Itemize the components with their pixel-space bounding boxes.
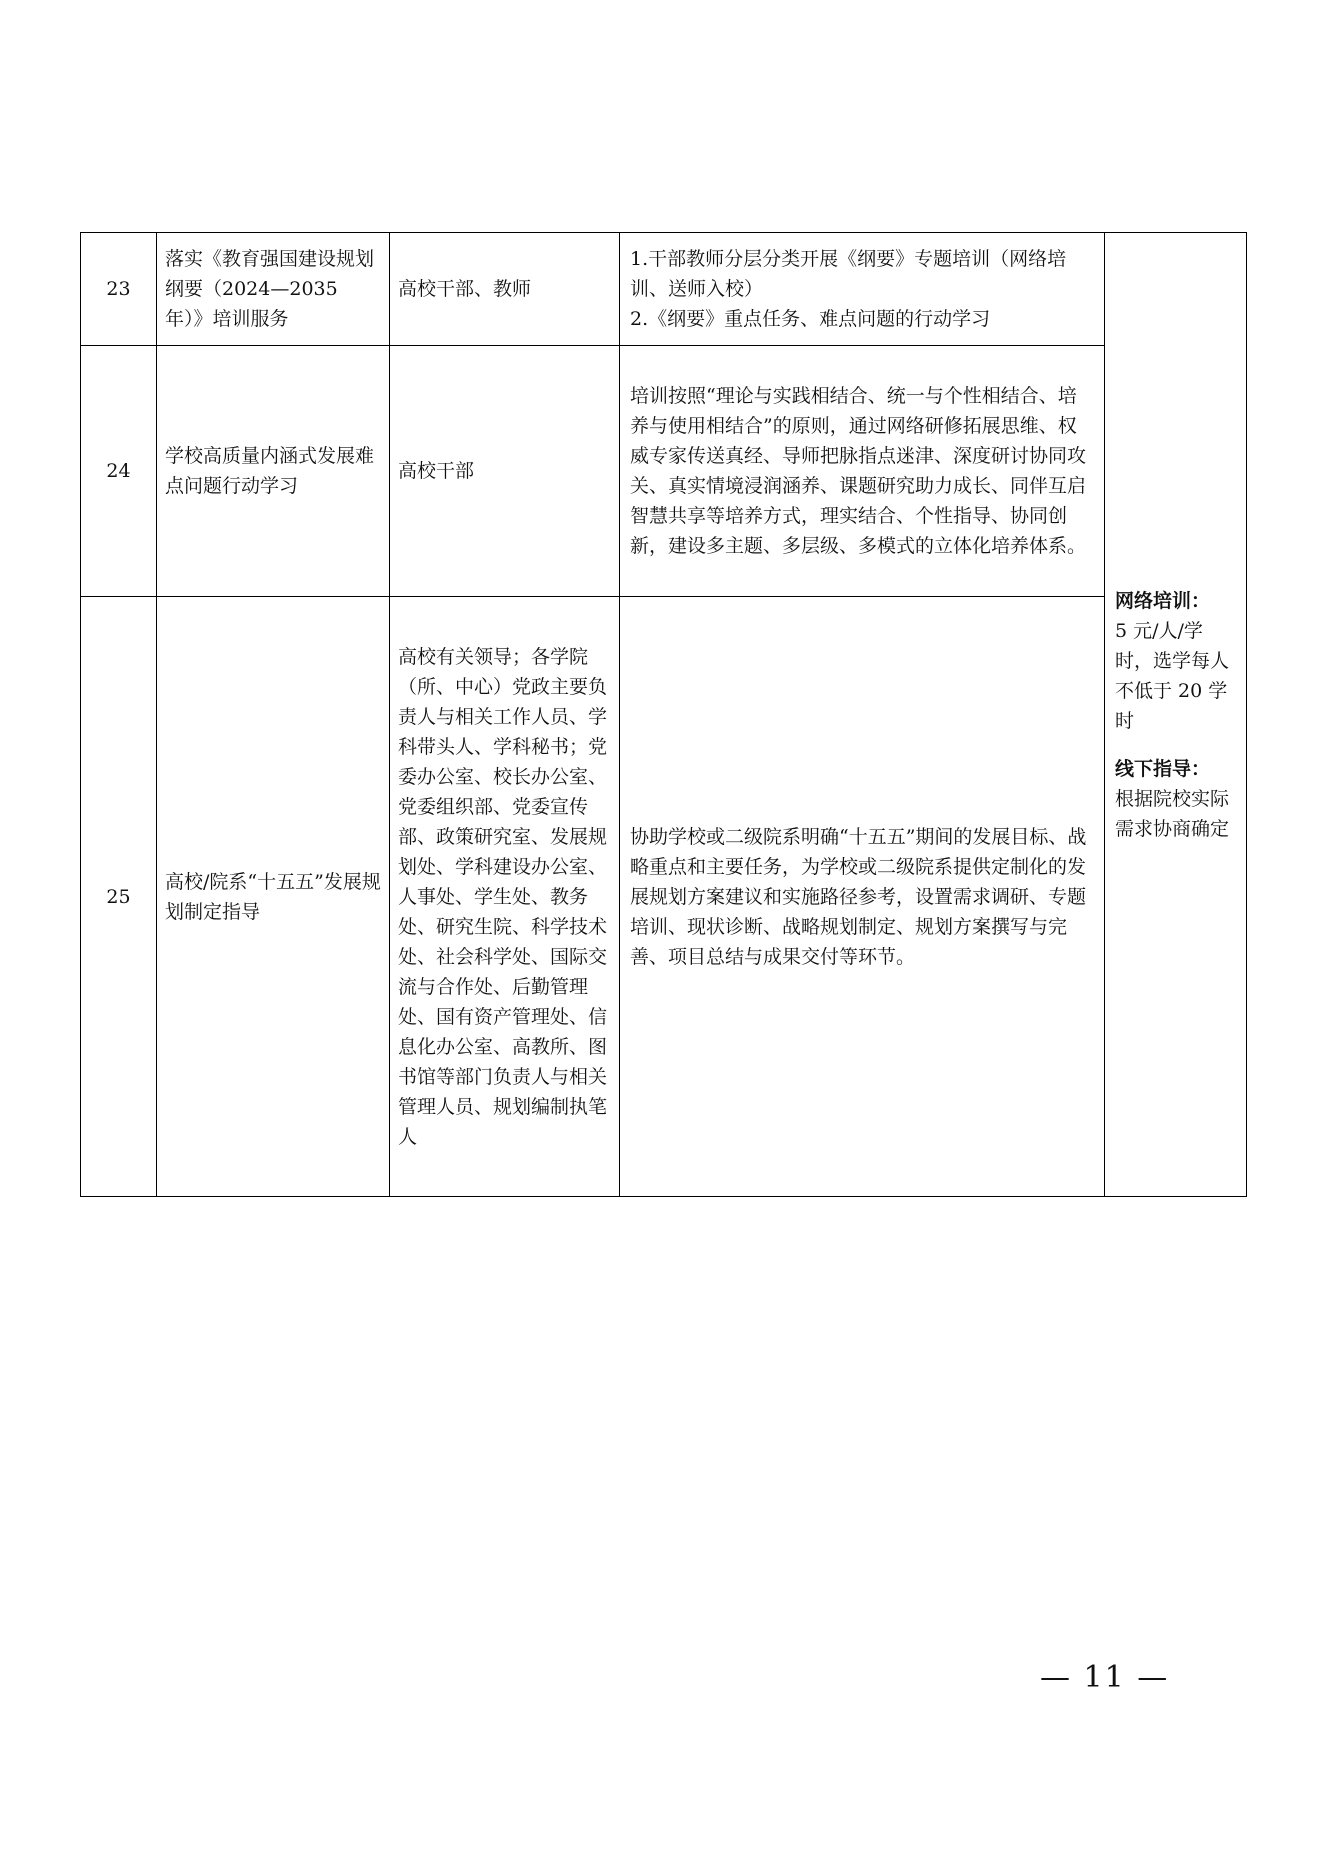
content-line: 2.《纲要》重点任务、难点问题的行动学习 bbox=[630, 308, 991, 330]
service-content: 协助学校或二级院系明确“十五五”期间的发展目标、战略重点和主要任务，为学校或二级院系提供定制化的发展规划方案建议和实施路径参考，设置需求调研、专题培训、现状诊断、战略规划制定、规划方案撰写与完善、项目总结与成果交付等环节。 bbox=[620, 597, 1105, 1197]
target-audience: 高校干部、教师 bbox=[390, 233, 620, 346]
target-audience: 高校有关领导；各学院（所、中心）党政主要负责人与相关工作人员、学科带头人、学科秘书；党委办公室、校长办公室、党委组织部、党委宣传部、政策研究室、发展规划处、学科建设办公室、人事处、学生处、教务处、研究生院、科学技术处、社会科学处、国际交流与合作处、后勤管理处、国有资产管理处、信息化办公室、高教所、图书馆等部门负责人与相关管理人员、规划编制执笔人 bbox=[390, 597, 620, 1197]
project-name: 落实《教育强国建设规划纲要（2024—2035 年）》培训服务 bbox=[157, 233, 390, 346]
service-content bbox=[620, 233, 1105, 346]
service-table bbox=[80, 232, 1247, 1197]
project-name: 学校高质量内涵式发展难点问题行动学习 bbox=[157, 346, 390, 597]
online-fee-text: 5 元/人/学时，选学每人不低于 20 学时 bbox=[1115, 619, 1230, 732]
row-number: 23 bbox=[81, 233, 157, 346]
table-row bbox=[81, 346, 1247, 597]
content-line: 1.干部教师分层分类开展《纲要》专题培训（网络培训、送师入校） bbox=[630, 248, 1067, 300]
table-row bbox=[81, 233, 1247, 346]
offline-fee-text: 根据院校实际需求协商确定 bbox=[1115, 787, 1230, 840]
fee-cell bbox=[1105, 233, 1247, 1197]
service-content: 培训按照“理论与实践相结合、统一与个性相结合、培养与使用相结合”的原则，通过网络研修拓展思维、权威专家传送真经、导师把脉指点迷津、深度研讨协同攻关、真实情境浸润涵养、课题研究助力成长、同伴互启智慧共享等培养方式，理实结合、个性指导、协同创新，建设多主题、多层级、多模式的立体化培养体系。 bbox=[620, 346, 1105, 597]
row-number: 24 bbox=[81, 346, 157, 597]
table-row bbox=[81, 597, 1247, 1197]
page-number: — 11 — bbox=[1040, 1660, 1170, 1695]
row-number: 25 bbox=[81, 597, 157, 1197]
online-fee-title: 网络培训： bbox=[1115, 589, 1211, 612]
offline-fee-title: 线下指导： bbox=[1115, 757, 1211, 780]
target-audience: 高校干部 bbox=[390, 346, 620, 597]
project-name: 高校/院系“十五五”发展规划制定指导 bbox=[157, 597, 390, 1197]
